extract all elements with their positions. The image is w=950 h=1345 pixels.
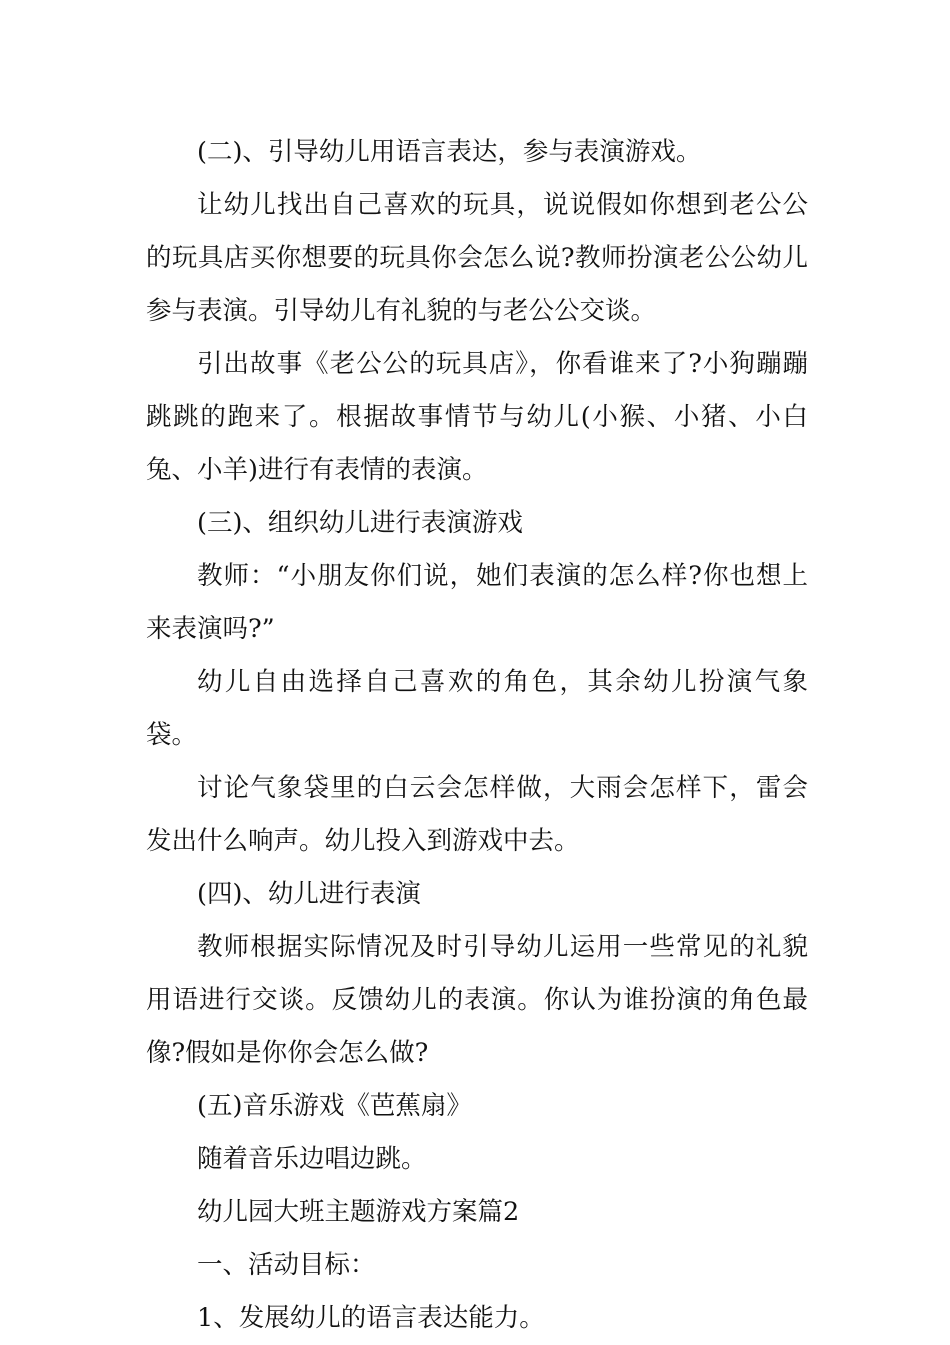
paragraph: 教师：“小朋友你们说，她们表演的怎么样?你也想上来表演吗?” bbox=[146, 561, 808, 644]
section-heading-two: (二)、引导幼儿用语言表达，参与表演游戏。 bbox=[197, 137, 702, 167]
article-title: 幼儿园大班主题游戏方案篇2 bbox=[197, 1197, 520, 1227]
document-body bbox=[146, 126, 808, 1345]
paragraph: 幼儿自由选择自己喜欢的角色，其余幼儿扮演气象袋。 bbox=[146, 667, 808, 750]
paragraph: 讨论气象袋里的白云会怎样做，大雨会怎样下，雷会发出什么响声。幼儿投入到游戏中去。 bbox=[146, 773, 808, 856]
list-item: 1、发展幼儿的语言表达能力。 bbox=[197, 1303, 545, 1333]
paragraph: 引出故事《老公公的玩具店》，你看谁来了?小狗蹦蹦跳跳的跑来了。根据故事情节与幼儿(小猴、小猪、小白兔、小羊)进行有表情的表演。 bbox=[146, 349, 808, 485]
paragraph: 教师根据实际情况及时引导幼儿运用一些常见的礼貌用语进行交谈。反馈幼儿的表演。你认为谁扮演的角色最像?假如是你你会怎么做? bbox=[146, 932, 808, 1068]
section-heading-three: (三)、组织幼儿进行表演游戏 bbox=[197, 508, 523, 538]
paragraph: 让幼儿找出自己喜欢的玩具，说说假如你想到老公公的玩具店买你想要的玩具你会怎么说?教师扮演老公公幼儿参与表演。引导幼儿有礼貌的与老公公交谈。 bbox=[146, 190, 808, 326]
paragraph: 随着音乐边唱边跳。 bbox=[197, 1144, 427, 1174]
section-heading-four: (四)、幼儿进行表演 bbox=[197, 879, 421, 909]
section-heading-goals: 一、活动目标： bbox=[197, 1250, 376, 1280]
section-heading-five: (五)音乐游戏《芭蕉扇》 bbox=[197, 1091, 472, 1121]
